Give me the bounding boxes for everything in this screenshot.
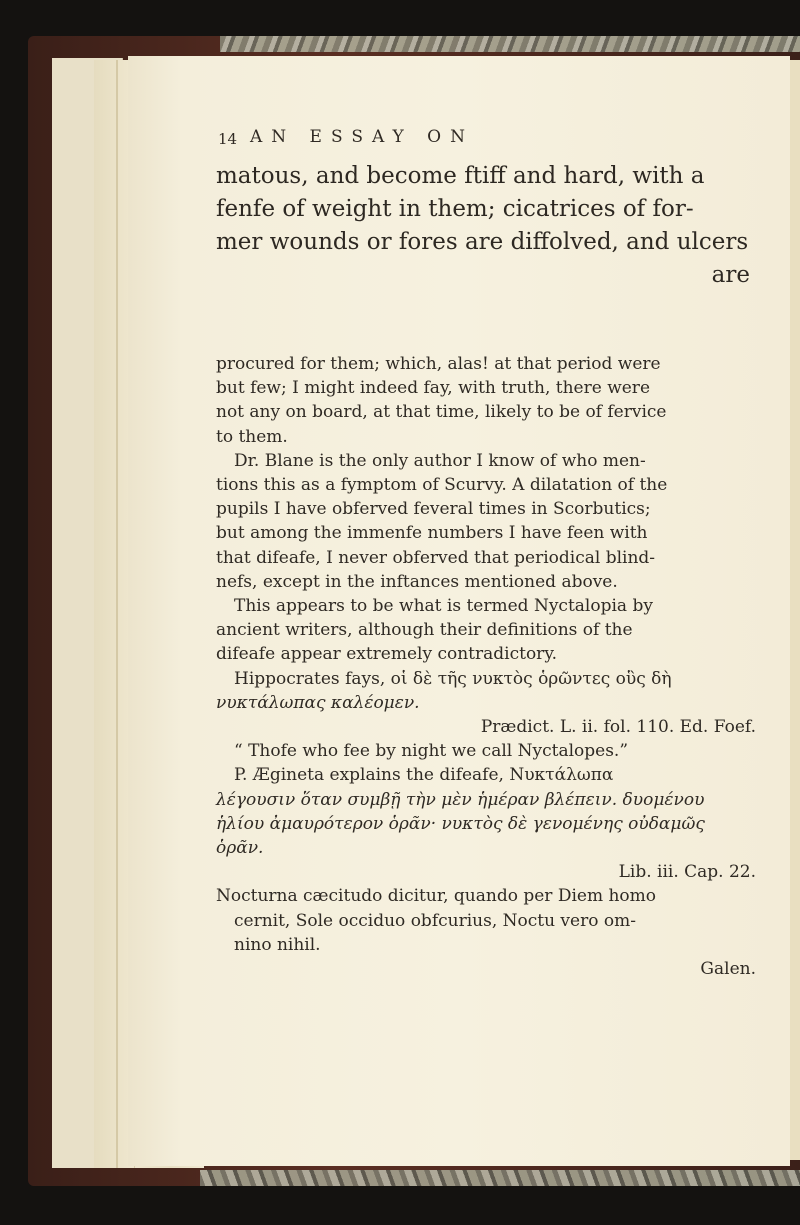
- main-text: [216, 352, 760, 981]
- previous-line: matous, and become ftiff and hard, with a: [216, 163, 705, 189]
- text-line: This appears to be what is termed Nyctalopia by: [234, 596, 653, 617]
- text-line: ancient writers, although their definitions of the: [216, 620, 633, 641]
- text-line: νυκτάλωπας καλέομεν.: [216, 692, 420, 713]
- text-line: difeafe appear extremely contradictory.: [216, 644, 558, 665]
- text-line: Dr. Blane is the only author I know of who men-: [234, 450, 646, 471]
- running-title: AN ESSAY ON: [250, 127, 474, 147]
- text-line: Hippocrates fays, οἱ δὲ τῆς νυκτὸς ὁρῶντες οὓς δὴ: [234, 668, 672, 689]
- text-line: cernit, Sole occiduo obfcurius, Noctu vero om-: [234, 910, 636, 931]
- text-line: that difeafe, I never obferved that periodical blind-: [216, 547, 656, 568]
- previous-page-text: [216, 160, 756, 292]
- page-number: 14: [218, 130, 238, 148]
- text-line: ἡλίου ἀμαυρότερον ὁρᾶν· νυκτὸς δὲ γενομένης οὐδαμῶς: [216, 813, 705, 834]
- text-line: P. Ægineta explains the difeafe, Νυκτάλωπα: [234, 765, 614, 786]
- text-line: pupils I have obferved feveral times in Scorbutics;: [216, 499, 651, 520]
- previous-line: fenfe of weight in them; cicatrices of for-: [216, 196, 694, 222]
- text-line: ὁρᾶν.: [216, 838, 264, 859]
- text-line: tions this as a fymptom of Scurvy. A dilatation of the: [216, 475, 668, 496]
- text-line: procured for them; which, alas! at that period were: [216, 354, 661, 374]
- text-line: Nocturna cæcitudo dicitur, quando per Diem homo: [216, 886, 657, 907]
- text-line: “ Thofe who fee by night we call Nyctalopes.”: [234, 741, 629, 762]
- previous-line: mer wounds or fores are diffolved, and ulcers: [216, 229, 749, 255]
- text-line: nino nihil.: [234, 934, 321, 955]
- text-line: λέγουσιν ὅταν συμβῇ τὴν μὲν ἡμέραν βλέπειν. δυομένου: [216, 789, 705, 810]
- citation: Lib. iii. Cap. 22.: [618, 862, 756, 883]
- text-line: nefs, except in the inftances mentioned above.: [216, 571, 618, 592]
- text-line: but among the immenfe numbers I have feen with: [216, 523, 648, 544]
- text-line: not any on board, at that time, likely to be of fervice: [216, 402, 667, 423]
- citation: Galen.: [700, 959, 756, 980]
- catchword: are: [711, 262, 750, 288]
- citation: Prædict. L. ii. fol. 110. Ed. Foef.: [480, 717, 756, 738]
- text-line: to them.: [216, 426, 288, 447]
- text-line: but few; I might indeed fay, with truth, there were: [216, 378, 650, 399]
